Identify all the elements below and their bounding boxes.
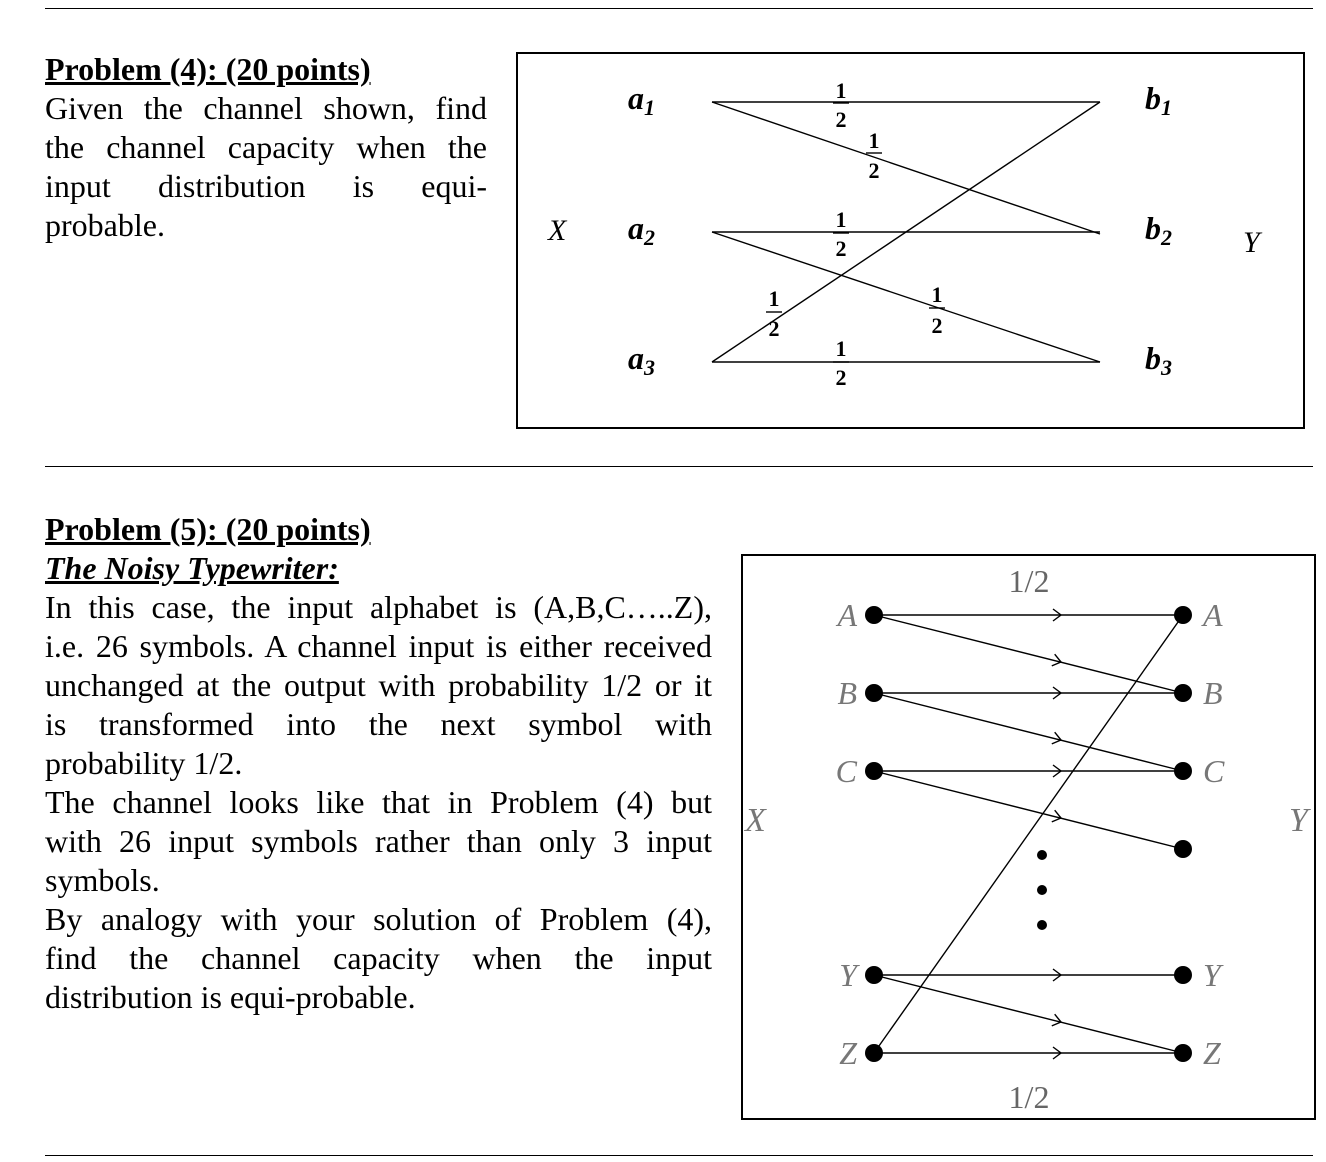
input-node-Z <box>865 1044 883 1062</box>
svg-text:2: 2 <box>835 365 847 390</box>
svg-text:1: 1 <box>835 336 847 361</box>
svg-text:2: 2 <box>835 107 847 132</box>
output-variable-label: Y <box>1243 226 1260 259</box>
problem5-diagram-frame <box>741 554 1316 1120</box>
problem5-line: unchanged at the output with probability 1/2 or it <box>45 667 712 703</box>
arrowheads <box>1052 609 1063 1059</box>
edge-B-C <box>874 693 1183 771</box>
input-variable-label: X <box>745 802 766 839</box>
output-node-Z <box>1174 1044 1192 1062</box>
ellipsis-dot <box>1037 850 1047 860</box>
input-label-Y: Y <box>839 957 857 993</box>
input-node-a2: a2 <box>628 210 655 250</box>
output-node-b2: b2 <box>1145 210 1172 250</box>
problem5-line: In this case, the input alphabet is (A,B,C…..Z), <box>45 589 712 625</box>
problem4-line: probable. <box>45 207 165 243</box>
input-node-A <box>865 606 883 624</box>
problem4-channel-diagram <box>518 54 1303 427</box>
output-node-B <box>1174 684 1192 702</box>
noisy-typewriter-diagram <box>743 556 1314 1118</box>
svg-text:2: 2 <box>835 236 847 261</box>
output-variable-label: Y <box>1289 802 1308 839</box>
edge-C-next <box>874 771 1183 849</box>
problem5-line: find the channel capacity when the input <box>45 940 712 976</box>
problem4-text <box>45 50 487 245</box>
prob-label-a3-b1 <box>766 286 782 341</box>
problem5-title: Problem (5): (20 points) <box>45 511 371 547</box>
output-node-next <box>1174 840 1192 858</box>
svg-text:2: 2 <box>931 313 943 338</box>
output-label-B: B <box>1203 675 1223 711</box>
input-label-C: C <box>835 753 857 789</box>
problem4-line: Given the channel shown, find <box>45 90 487 126</box>
input-node-B <box>865 684 883 702</box>
problem5-line: The channel looks like that in Problem (4) but <box>45 784 712 820</box>
edge-Z-A <box>874 615 1183 1053</box>
top-divider <box>45 8 1313 9</box>
bottom-prob-label: 1/2 <box>1008 1079 1050 1115</box>
input-label-A: A <box>837 597 857 633</box>
svg-text:1: 1 <box>931 282 943 307</box>
middle-divider <box>45 466 1313 467</box>
input-node-a3: a3 <box>628 340 655 380</box>
svg-text:1: 1 <box>768 286 780 311</box>
svg-text:1: 1 <box>835 78 847 103</box>
problem4-line: input distribution is equi- <box>45 168 487 204</box>
edge-a1-b2 <box>712 102 1100 234</box>
problem4-diagram-frame <box>516 52 1305 429</box>
prob-label-a2-b2 <box>833 207 849 261</box>
problem4-title: Problem (4): (20 points) <box>45 51 371 87</box>
output-label-Z: Z <box>1203 1035 1221 1071</box>
problem4-line: the channel capacity when the <box>45 129 487 165</box>
prob-label-a1-b1 <box>833 78 849 132</box>
input-variable-label: X <box>548 214 567 247</box>
problem5-line: By analogy with your solution of Problem (4), <box>45 901 712 937</box>
output-label-Y: Y <box>1203 957 1221 993</box>
problem5-line: i.e. 26 symbols. A channel input is either received <box>45 628 712 664</box>
problem5-line: probability 1/2. <box>45 745 243 781</box>
bottom-divider <box>45 1155 1313 1156</box>
output-node-C <box>1174 762 1192 780</box>
svg-text:1: 1 <box>835 207 847 232</box>
ellipsis-dot <box>1037 885 1047 895</box>
ellipsis-dot <box>1037 920 1047 930</box>
svg-text:2: 2 <box>768 316 780 341</box>
output-label-C: C <box>1203 753 1225 789</box>
svg-text:1: 1 <box>868 128 880 153</box>
problem5-text <box>45 510 712 1017</box>
problem5-line: distribution is equi-probable. <box>45 979 416 1015</box>
problem5-line: with 26 input symbols rather than only 3 input <box>45 823 712 859</box>
input-label-B: B <box>837 675 857 711</box>
problem5-line: is transformed into the next symbol with <box>45 706 712 742</box>
output-node-b1: b1 <box>1145 80 1172 120</box>
input-node-Y <box>865 966 883 984</box>
input-node-C <box>865 762 883 780</box>
output-node-Y <box>1174 966 1192 984</box>
svg-text:2: 2 <box>868 158 880 183</box>
input-label-Z: Z <box>839 1035 857 1071</box>
problem5-line: symbols. <box>45 862 160 898</box>
problem5-subtitle: The Noisy Typewriter: <box>45 550 339 586</box>
prob-label-a3-b3 <box>833 336 849 390</box>
output-node-b3: b3 <box>1145 340 1172 380</box>
output-label-A: A <box>1203 597 1223 633</box>
top-prob-label: 1/2 <box>1008 563 1050 599</box>
output-node-A <box>1174 606 1192 624</box>
input-node-a1: a1 <box>628 80 655 120</box>
